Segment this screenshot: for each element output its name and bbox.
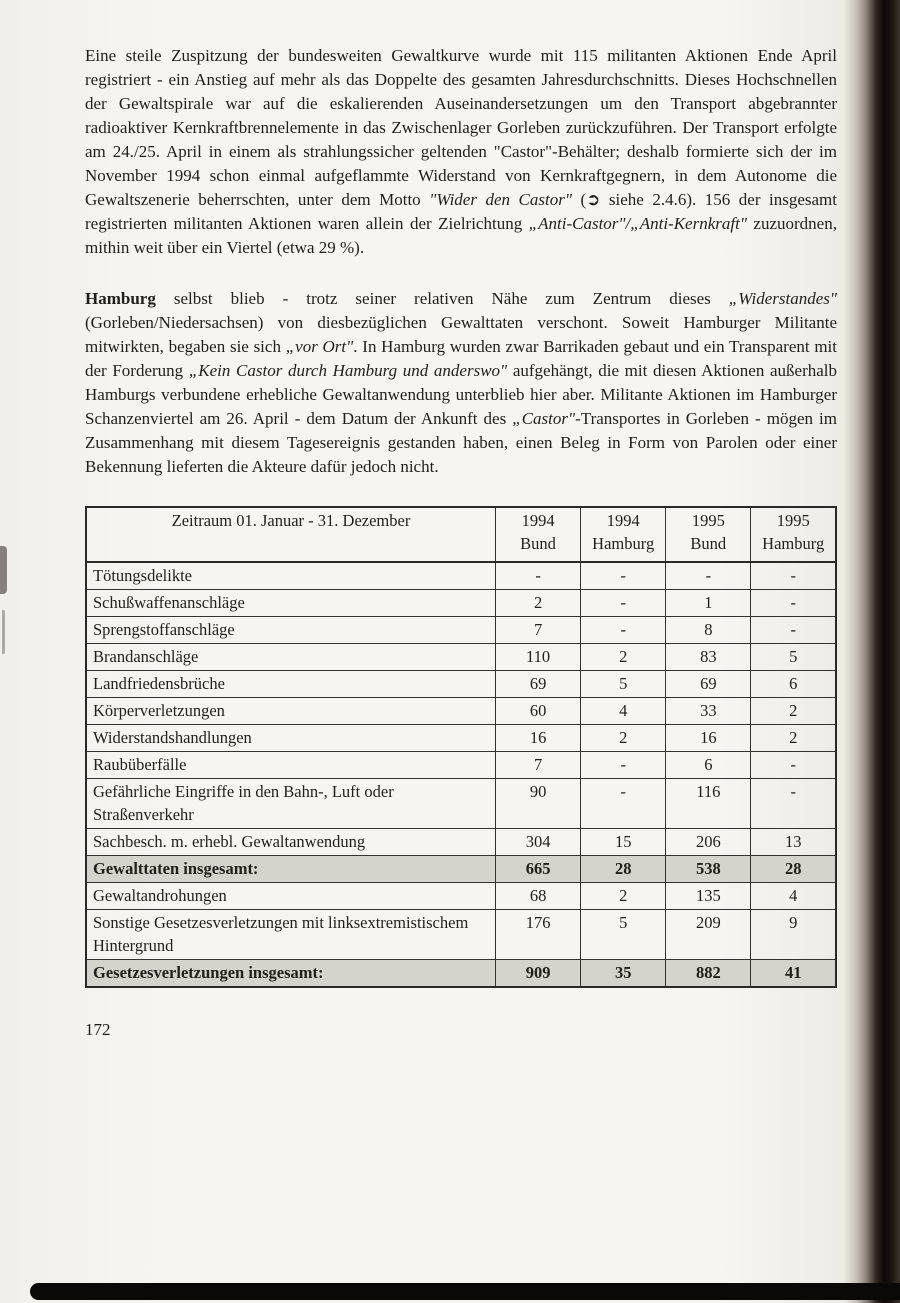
cell-value: - — [581, 752, 666, 779]
row-label: Gewaltandrohungen — [86, 883, 496, 910]
row-label: Sonstige Gesetzesverletzungen mit linksextremistischem Hintergrund — [86, 910, 496, 960]
cell-value: 176 — [496, 910, 581, 960]
column-header-year: 1994 — [606, 511, 640, 530]
text-run: (Gorleben/Niedersachsen) von diesbezüglichen Gewalttaten verschont. Soweit Hamburger Militante mitwirkten, begaben sie sich — [85, 313, 837, 356]
cell-value: 5 — [581, 671, 666, 698]
table-header-row — [86, 507, 836, 562]
table-row — [86, 590, 836, 617]
cell-value: 538 — [666, 856, 751, 883]
text-run: (➲ siehe 2.4.6). 156 der insgesamt registrierten militanten Aktionen waren allein der Zielrichtung — [85, 190, 837, 233]
column-header-year: 1994 — [521, 511, 555, 530]
column-header-region: Bund — [520, 534, 556, 553]
cell-value: 7 — [496, 617, 581, 644]
cell-value: 135 — [666, 883, 751, 910]
table-body — [86, 562, 836, 987]
cell-value: 16 — [666, 725, 751, 752]
table-row — [86, 883, 836, 910]
scan-book-edge-right — [844, 0, 900, 1303]
cell-value: 2 — [581, 883, 666, 910]
cell-value: 665 — [496, 856, 581, 883]
cell-value: 5 — [581, 910, 666, 960]
cell-value: 206 — [666, 829, 751, 856]
cell-value: - — [751, 752, 836, 779]
cell-value: 2 — [751, 698, 836, 725]
table-row — [86, 856, 836, 883]
table-row — [86, 617, 836, 644]
row-label: Brandanschläge — [86, 644, 496, 671]
row-label: Raubüberfälle — [86, 752, 496, 779]
column-header-year: 1995 — [776, 511, 810, 530]
table-row — [86, 960, 836, 988]
cell-value: 68 — [496, 883, 581, 910]
row-label: Gesetzesverletzungen insgesamt: — [86, 960, 496, 988]
scan-book-edge-bottom — [30, 1283, 900, 1300]
table-header — [86, 507, 836, 562]
cell-value: - — [581, 617, 666, 644]
table-row — [86, 644, 836, 671]
row-label: Sachbesch. m. erhebl. Gewaltanwendung — [86, 829, 496, 856]
row-label: Widerstandshandlungen — [86, 725, 496, 752]
text-run: Eine steile Zuspitzung der bundesweiten Gewaltkurve wurde mit 115 militanten Aktionen Ende April registriert - ein Anstieg auf mehr als das Doppelte des gesamten Jahresdurchschnitts. Dieses Hochschnellen der Gewaltspirale war auf die eskalierenden Auseinandersetzungen um den Transport abgebrannter radioaktiver Kernkraftbrennelemente in das Zwischenlager Gorleben zurückzuführen. Der Transport erfolgte am 24./25. April in einem als strahlungssicher geltenden "Castor"-Behälter; deshalb formierte sich der im November 1994 schon einmal aufgeflammte Widerstand von Kernkraftgegnern, in dem Autonome die Gewaltszenerie beherrschten, unter dem Motto — [85, 46, 837, 209]
cell-value: 9 — [751, 910, 836, 960]
table-row — [86, 725, 836, 752]
cell-value: 4 — [581, 698, 666, 725]
cell-value: - — [751, 779, 836, 829]
cell-value: - — [751, 562, 836, 590]
text-run: „Kein Castor durch Hamburg und anderswo" — [188, 361, 508, 380]
table-row — [86, 562, 836, 590]
cell-value: - — [581, 590, 666, 617]
text-run: „Castor" — [512, 409, 576, 428]
column-header-region: Hamburg — [592, 534, 655, 553]
scan-artifact-left — [0, 546, 7, 594]
page-number: 172 — [85, 1020, 111, 1039]
column-header — [751, 507, 836, 562]
text-run: selbst blieb - trotz seiner relativen Nähe zum Zentrum dieses — [155, 289, 729, 308]
cell-value: 2 — [751, 725, 836, 752]
cell-value: 209 — [666, 910, 751, 960]
cell-value: 60 — [496, 698, 581, 725]
text-run: „Anti-Castor"/„Anti-Kernkraft" — [528, 214, 747, 233]
cell-value: 8 — [666, 617, 751, 644]
text-run: aufgehängt, die mit diesen Aktionen außerhalb Hamburgs verbundene erhebliche Gewaltanwendung unterblieb hier aber. Militante Aktionen im Hamburger Schanzenviertel am 26. April - dem Datum der Ankunft des — [85, 361, 837, 428]
paragraph — [85, 44, 837, 260]
cell-value: 28 — [581, 856, 666, 883]
row-label: Körperverletzungen — [86, 698, 496, 725]
cell-value: - — [496, 562, 581, 590]
table-row — [86, 698, 836, 725]
column-header-year: 1995 — [691, 511, 725, 530]
cell-value: 7 — [496, 752, 581, 779]
column-header — [666, 507, 751, 562]
cell-value: 2 — [581, 644, 666, 671]
table-row — [86, 752, 836, 779]
table-row — [86, 671, 836, 698]
column-header — [581, 507, 666, 562]
cell-value: 28 — [751, 856, 836, 883]
cell-value: 33 — [666, 698, 751, 725]
column-header-region: Bund — [690, 534, 727, 553]
cell-value: 35 — [581, 960, 666, 988]
cell-value: 2 — [496, 590, 581, 617]
cell-value: 16 — [496, 725, 581, 752]
cell-value: - — [666, 562, 751, 590]
cell-value: 69 — [666, 671, 751, 698]
cell-value: 909 — [496, 960, 581, 988]
cell-value: 116 — [666, 779, 751, 829]
cell-value: 6 — [751, 671, 836, 698]
column-header-region: Hamburg — [762, 534, 825, 553]
cell-value: 15 — [581, 829, 666, 856]
cell-value: - — [751, 617, 836, 644]
cell-value: 4 — [751, 883, 836, 910]
text-run: „Widerstandes" — [728, 289, 837, 308]
cell-value: 83 — [666, 644, 751, 671]
column-header — [496, 507, 581, 562]
text-run: „vor Ort" — [285, 337, 354, 356]
cell-value: - — [581, 779, 666, 829]
row-label: Sprengstoffanschläge — [86, 617, 496, 644]
cell-value: 110 — [496, 644, 581, 671]
cell-value: 90 — [496, 779, 581, 829]
row-label: Landfriedensbrüche — [86, 671, 496, 698]
cell-value: 13 — [751, 829, 836, 856]
text-run: -Transportes in Gorleben - mögen im Zusammenhang mit diesem Tagesereignis gestanden haben, einen Beleg in Form von Parolen oder einer Bekennung lieferten die Akteure dafür jedoch nicht. — [85, 409, 837, 476]
row-label: Schußwaffenanschläge — [86, 590, 496, 617]
row-label: Gefährliche Eingriffe in den Bahn-, Luft oder Straßenverkehr — [86, 779, 496, 829]
text-run: . In Hamburg wurden zwar Barrikaden gebaut und ein Transparent mit der Forderung — [85, 337, 837, 380]
row-label: Gewalttaten insgesamt: — [86, 856, 496, 883]
row-label: Tötungsdelikte — [86, 562, 496, 590]
cell-value: - — [581, 562, 666, 590]
cell-value: 6 — [666, 752, 751, 779]
text-run: "Wider den Castor" — [429, 190, 572, 209]
cell-value: 41 — [751, 960, 836, 988]
cell-value: 5 — [751, 644, 836, 671]
cell-value: 304 — [496, 829, 581, 856]
table-row — [86, 910, 836, 960]
cell-value: 882 — [666, 960, 751, 988]
cell-value: 1 — [666, 590, 751, 617]
paragraph — [85, 287, 837, 479]
text-run: zuzuordnen, mithin weit über ein Viertel (etwa 29 %). — [85, 214, 837, 257]
page-content — [85, 44, 837, 1040]
cell-value: 69 — [496, 671, 581, 698]
table-row — [86, 779, 836, 829]
statistics-table — [85, 506, 837, 988]
table-title-cell: Zeitraum 01. Januar - 31. Dezember — [86, 507, 496, 562]
cell-value: 2 — [581, 725, 666, 752]
cell-value: - — [751, 590, 836, 617]
text-run: Hamburg — [85, 289, 156, 308]
table-row — [86, 829, 836, 856]
body-text — [85, 44, 837, 479]
